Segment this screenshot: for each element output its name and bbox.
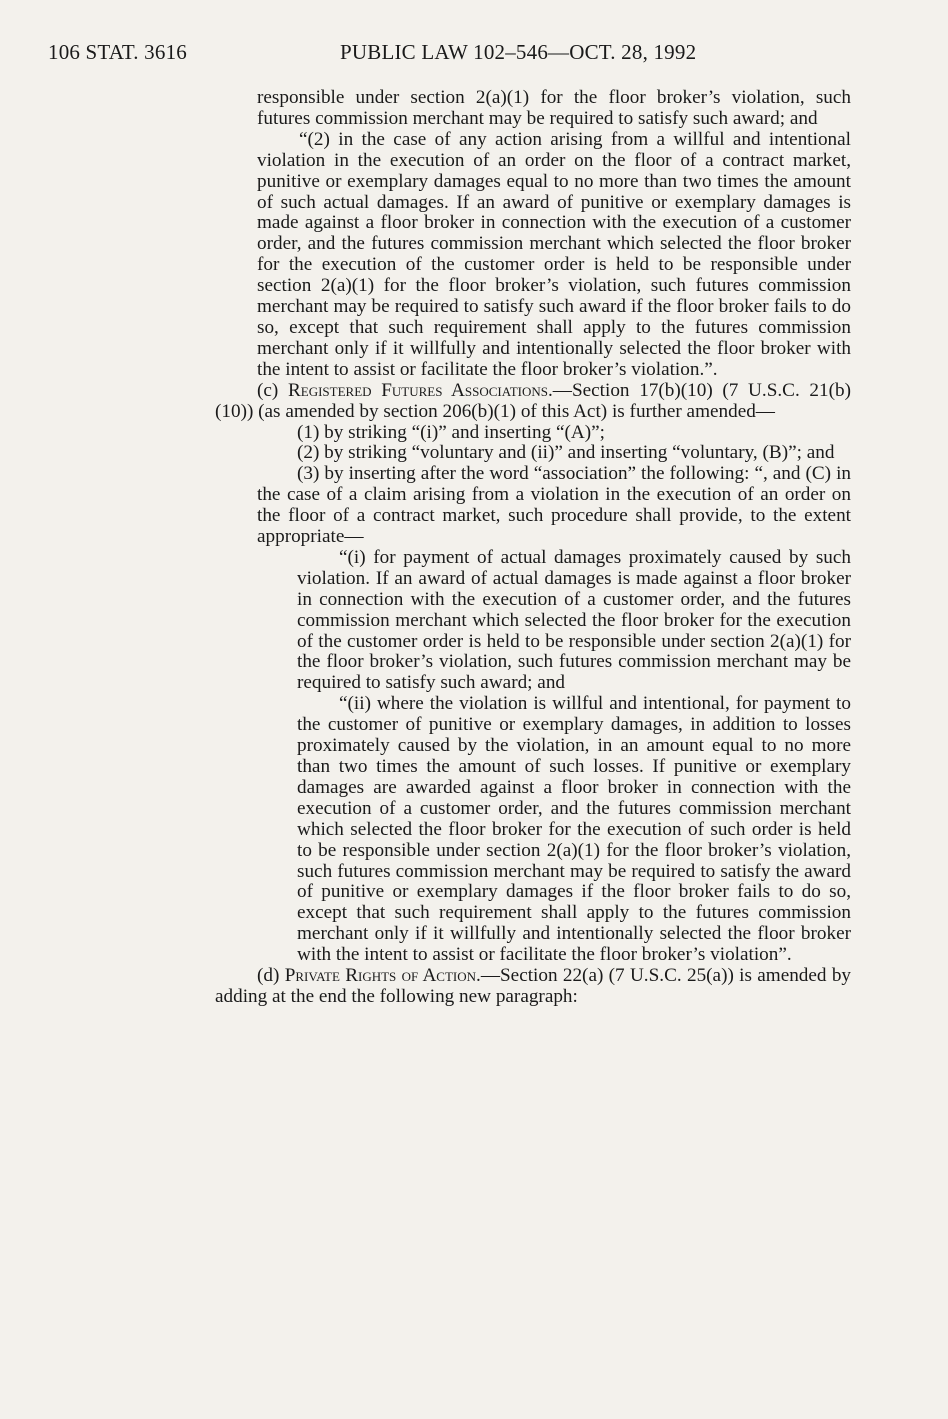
amendment-1: (1) by striking “(i)” and inserting “(A)”; [297, 421, 605, 443]
paragraph-2: “(2) in the case of any action arising from a willful and intentional violation in the execution of an order on the floor of a contract market, punitive or exemplary damages equal to no more than two times the amount of such actual damages. If an award of punitive or exemplary damages is made against a floor broker in connection with the execution of a customer order, and the futures commission merchant which selected the floor broker for the execution of the customer order is held to be responsible under section 2(a)(1) for the floor broker’s violation, such futures commission merchant may be required to satisfy such award if the floor broker fails to do so, except that such requirement shall apply to the futures commission merchant only if it willfully and intentionally selected the floor broker with the intent to assist or facilitate the floor broker’s violation.”. [257, 128, 851, 380]
paragraph-continuation: responsible under section 2(a)(1) for the floor broker’s violation, such futures commission merchant may be required to satisfy such award; and [257, 87, 851, 129]
law-title: PUBLIC LAW 102–546—OCT. 28, 1992 [340, 40, 697, 64]
subsection-d-text: Section 22(a) (7 U.S.C. 25(a)) is amended by adding at the end the following new paragraph: [215, 965, 852, 1007]
subsection-d-title: Private Rights of Action. [284, 965, 481, 987]
subsection-d: (d) Private Rights of Action.—Section 22(a) (7 U.S.C. 25(a)) is amended by adding at the end the following new paragraph: [215, 965, 852, 1007]
subsection-c-label: (c) [257, 379, 279, 401]
subsection-c: (c) Registered Futures Associations.—Section 17(b)(10) (7 U.S.C. 21(b)(10)) (as amended by section 206(b)(1) of this Act) is further amended— [215, 379, 851, 422]
statute-body [215, 88, 851, 1008]
amendment-2: (2) by striking “voluntary and (ii)” and inserting “voluntary, (B)”; and [297, 442, 835, 464]
page-reference: 106 STAT. 3616 [48, 40, 187, 64]
subsection-c-title: Registered Futures Associations. [287, 379, 553, 401]
subsection-d-label: (d) [257, 965, 280, 987]
clause-ii: “(ii) where the violation is willful and intentional, for payment to the customer of punitive or exemplary damages, in addition to losses proximately caused by the violation, in an amount equal to no more than two times the amount of such losses. If punitive or exemplary damages are awarded against a floor broker in connection with the execution of a customer order, and the futures commission merchant which selected the floor broker for the execution of such order is held to be responsible under section 2(a)(1) for the floor broker’s violation, such futures commission merchant may be required to satisfy the award of punitive or exemplary damages if the floor broker fails to do so, except that such requirement shall apply to the futures commission merchant only if it willfully and intentionally selected the floor broker with the intent to assist or facilitate the floor broker’s violation”. [297, 693, 851, 966]
clause-i: “(i) for payment of actual damages proximately caused by such violation. If an award of actual damages is made against a floor broker in connection with the execution of a customer order, and the futures commission merchant which selected the floor broker for the execution of the customer order is held to be responsible under section 2(a)(1) for the floor broker’s violation, such futures commission merchant may be required to satisfy such award; and [297, 546, 851, 694]
subsection-c-text: Section 17(b)(10) (7 U.S.C. 21(b)(10)) (as amended by section 206(b)(1) of this Act) is further amended— [215, 379, 851, 422]
amendment-3: (3) by inserting after the word “association” the following: “, and (C) in the case of a claim arising from a violation in the execution of an order on the floor of a contract market, such procedure shall provide, to the extent appropriate— [257, 463, 851, 548]
